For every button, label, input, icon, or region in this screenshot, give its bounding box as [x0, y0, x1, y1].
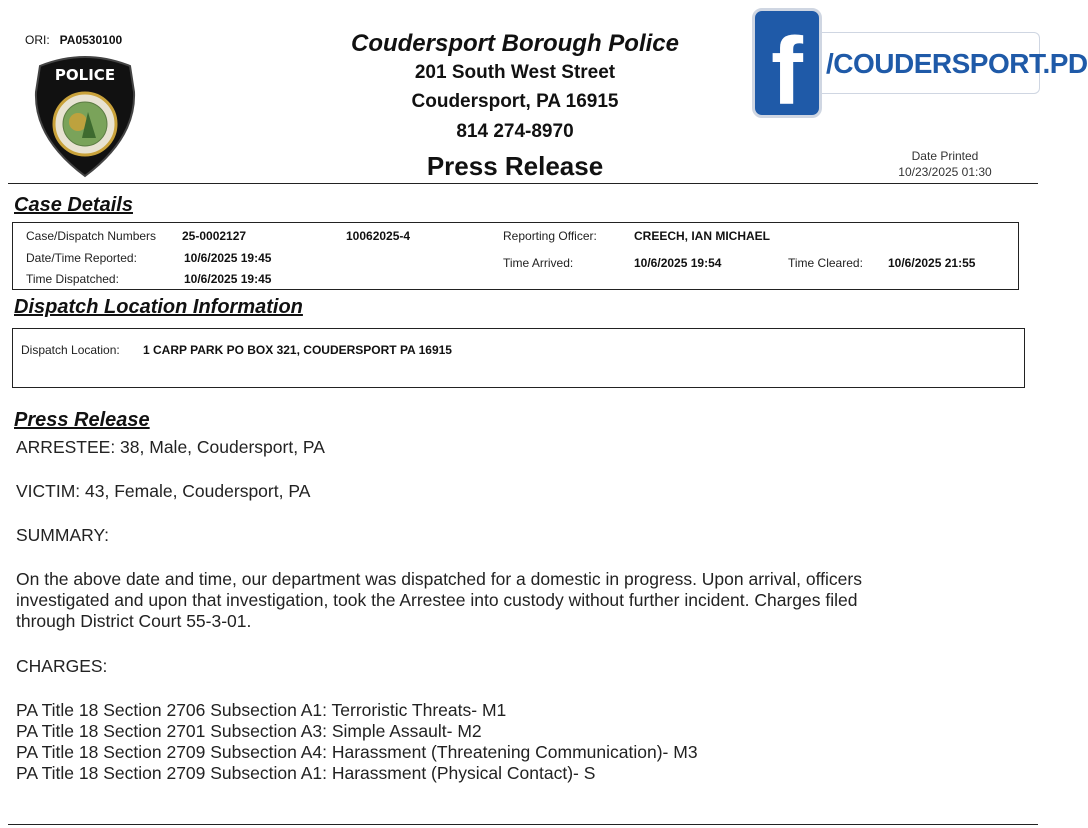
summary-line: through District Court 55-3-01.	[16, 611, 252, 631]
reporting-officer: CREECH, IAN MICHAEL	[634, 229, 771, 243]
summary-heading: SUMMARY:	[16, 525, 110, 545]
date-printed	[870, 148, 1020, 180]
charge-item: PA Title 18 Section 2701 Subsection A3: Simple Assault- M2	[16, 721, 482, 741]
dispatch-location-label: Dispatch Location:	[21, 343, 120, 357]
dispatch-location-title: Dispatch Location Information	[14, 296, 303, 318]
ori-line	[25, 33, 122, 47]
reported-value: 10/6/2025 19:45	[184, 251, 272, 265]
ori-value: PA0530100	[59, 33, 123, 47]
ori-label: ORI:	[25, 33, 50, 47]
dispatch-location-value: 1 CARP PARK PO BOX 321, COUDERSPORT PA 16915	[143, 343, 452, 357]
police-badge-icon	[32, 52, 138, 178]
press-release-title: Press Release	[14, 409, 150, 431]
charge-item: PA Title 18 Section 2709 Subsection A4: Harassment (Threatening Communication)- M3	[16, 742, 698, 762]
agency-phone: 814 274-8970	[456, 121, 574, 142]
reported-label: Date/Time Reported:	[26, 251, 137, 265]
dispatched-label: Time Dispatched:	[26, 272, 119, 286]
summary-paragraph	[16, 569, 996, 632]
header-divider	[8, 183, 1038, 184]
arrived-label: Time Arrived:	[503, 256, 574, 270]
charge-item: PA Title 18 Section 2706 Subsection A1: Terroristic Threats- M1	[16, 700, 507, 720]
date-printed-value: 10/23/2025 01:30	[898, 165, 992, 179]
victim-line: VICTIM: 43, Female, Coudersport, PA	[16, 481, 311, 501]
case-number: 25-0002127	[182, 229, 247, 243]
summary-line: investigated and upon that investigation, took the Arrestee into custody without further incident. Charges filed	[16, 590, 858, 610]
date-printed-label: Date Printed	[911, 149, 979, 163]
arrived-value: 10/6/2025 19:54	[634, 256, 722, 270]
dispatch-location-box	[12, 328, 1025, 388]
footer-divider	[8, 824, 1038, 825]
arrestee-line: ARRESTEE: 38, Male, Coudersport, PA	[16, 437, 325, 457]
facebook-handle: /COUDERSPORT.PD	[820, 32, 1040, 94]
facebook-logo: f /COUDERSPORT.PD	[752, 8, 1040, 118]
agency-street: 201 South West Street	[414, 62, 616, 83]
agency-name: Coudersport Borough Police	[350, 30, 679, 57]
case-details-title: Case Details	[14, 194, 133, 216]
cleared-label: Time Cleared:	[788, 256, 863, 270]
agency-city: Coudersport, PA 16915	[411, 91, 619, 112]
charge-item: PA Title 18 Section 2709 Subsection A1: Harassment (Physical Contact)- S	[16, 763, 596, 783]
page-title: Press Release	[426, 151, 604, 181]
case-numbers-label: Case/Dispatch Numbers	[26, 229, 157, 243]
case-details-box	[12, 222, 1019, 290]
badge-text: POLICE	[54, 66, 116, 84]
summary-line: On the above date and time, our department was dispatched for a domestic in progress. Upon arrival, officers	[16, 569, 862, 589]
cleared-value: 10/6/2025 21:55	[888, 256, 976, 270]
dispatched-value: 10/6/2025 19:45	[184, 272, 272, 286]
dispatch-number: 10062025-4	[346, 229, 411, 243]
charges-heading: CHARGES:	[16, 656, 108, 676]
charges-list	[16, 700, 996, 784]
reporting-officer-label: Reporting Officer:	[503, 229, 597, 243]
